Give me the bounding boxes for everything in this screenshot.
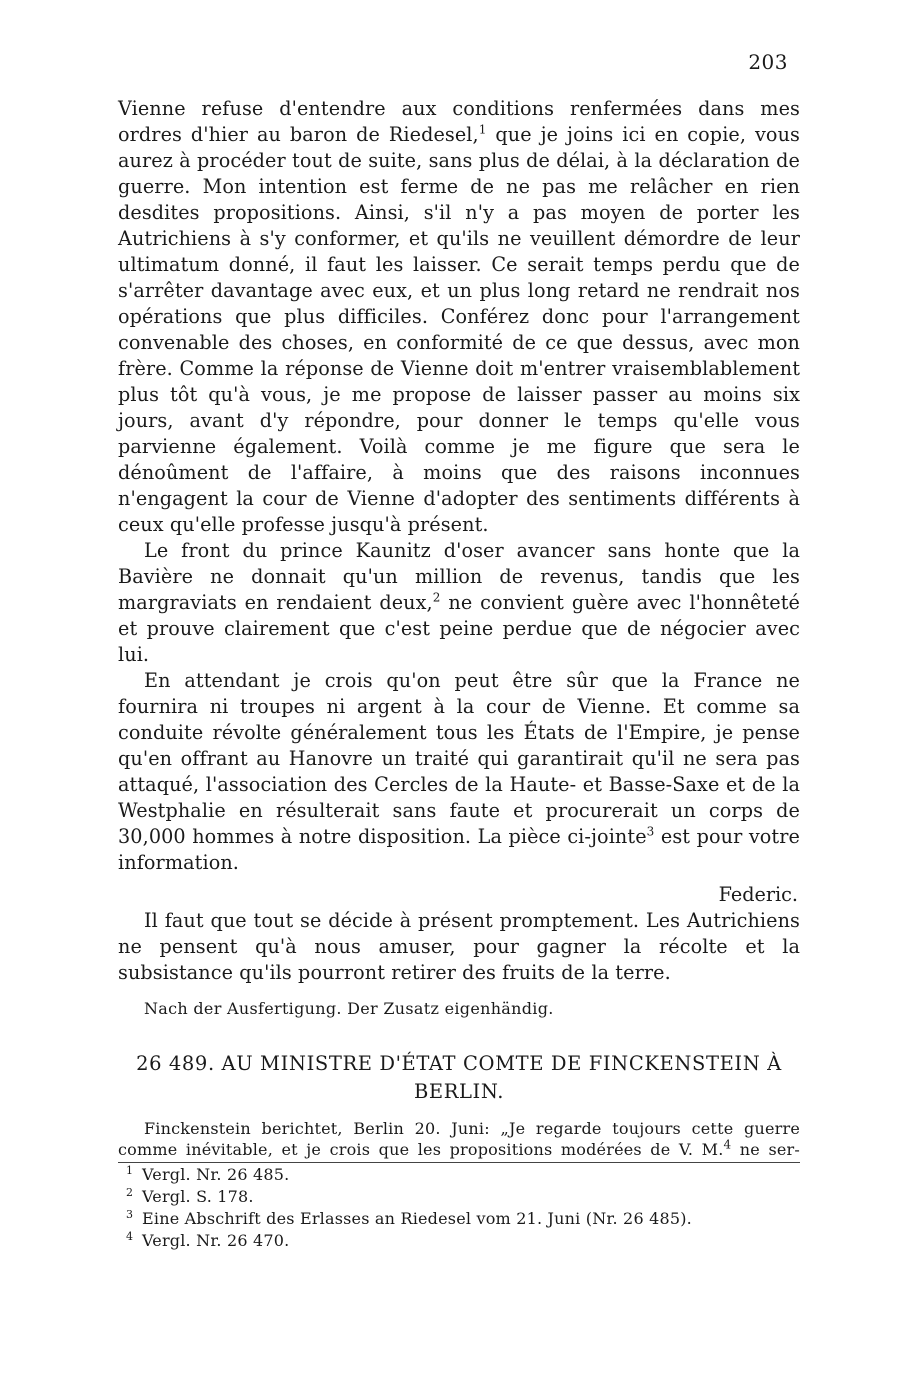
paragraph-2: [118, 538, 800, 668]
paragraph-1-text: Vienne refuse d'entendre aux conditions renfermées dans mes ordres d'hier au baron de Riedesel,: [118, 97, 800, 146]
footnote-divider: [118, 1162, 800, 1163]
summary-text-end: ne ser-: [731, 1140, 800, 1159]
footnote-text: Vergl. Nr. 26 470.: [142, 1231, 290, 1250]
paragraph-3-text: En attendant je crois qu'on peut être sûr que la France ne fournira ni troupes ni argent à la cour de Vienne. Et comme sa conduite révolte généralement tous les États de l'Empire, je pense qu'en offrant au Hanovre un traité qui garantirait qu'il ne sera pas attaqué, l'association des Cercles de la Haute- et Basse-Saxe et de la Westphalie en résulterait sans faute et procurerait un corps de 30,000 hommes à notre disposition. La pièce ci-jointe: [118, 669, 800, 848]
letter-body: [118, 96, 800, 1252]
paragraph-3-text-cont: est pour votre information.: [118, 825, 800, 874]
footnote-ref-4: 4: [723, 1137, 732, 1152]
footnote-mark: 1: [126, 1164, 134, 1177]
footnote-4: [126, 1230, 800, 1252]
footnote-ref-1: 1: [478, 122, 487, 137]
postscript: Il faut que tout se décide à présent promptement. Les Autrichiens ne pensent qu'à nous amuser, pour gagner la récolte et la subsistance qu'ils pourront retirer des fruits de la terre.: [118, 909, 800, 984]
page-number: 203: [748, 50, 788, 74]
document-heading: 26 489. AU MINISTRE D'ÉTAT COMTE DE FINCKENSTEIN À BERLIN.: [136, 1052, 782, 1103]
footnote-mark: 4: [126, 1230, 134, 1243]
footnote-ref-3: 3: [646, 824, 655, 839]
paragraph-2-text: Le front du prince Kaunitz d'oser avancer sans honte que la Bavière ne donnait qu'un million de revenus, tandis que les margraviats en rendaient deux,: [118, 539, 800, 614]
footnote-text: Vergl. Nr. 26 485.: [142, 1165, 290, 1184]
source-note: Nach der Ausfertigung. Der Zusatz eigenhändig.: [144, 999, 554, 1018]
footnote-ref-2: 2: [432, 590, 441, 605]
footnote-2: [126, 1186, 800, 1208]
footnote-3: [126, 1208, 800, 1230]
paragraph-1-text-cont: que je joins ici en copie, vous aurez à procéder tout de suite, sans plus de délai, à la déclaration de guerre. Mon intention est ferme de ne pas me relâcher en rien desdites propositions. Ainsi, s'il n'y a pas moyen de porter les Autrichiens à s'y conformer, et qu'ils ne veuillent démordre de leur ultimatum donné, il faut les laisser. Ce serait temps perdu que de s'arrêter davantage avec eux, et un plus long retard ne rendrait nos opérations que plus difficiles. Conférez donc pour l'arrangement convenable des choses, en conformité de ce que dessus, avec mon frère. Comme la réponse de Vienne doit m'entrer vraisemblablement plus tôt qu'à vous, je me propose de laisser passer au moins six jours, avant d'y répondre, pour donner le temps qu'elle vous parvienne également. Voilà comme je me figure que sera le dénoûment de l'affaire, à moins que des raisons inconnues n'engagent la cour de Vienne d'adopter des sentiments différents à ceux qu'elle professe jusqu'à présent.: [118, 123, 800, 536]
footnote-mark: 2: [126, 1186, 134, 1199]
footnote-mark: 3: [126, 1208, 134, 1221]
footnote-text: Vergl. S. 178.: [142, 1187, 254, 1206]
paragraph-1: [118, 96, 800, 538]
summary-text: [118, 1118, 800, 1160]
paragraph-2-text-cont: ne convient guère avec l'honnêteté et prouve clairement que c'est peine perdue que de négocier avec lui.: [118, 591, 800, 666]
signature: Federic.: [718, 883, 798, 906]
summary-text-start: Finckenstein berichtet, Berlin 20. Juni: „Je regarde toujours cette guerre comme inévitable, et je crois que les propositions modérées de V. M.: [118, 1119, 800, 1159]
paragraph-3: [118, 668, 800, 876]
footnote-1: [126, 1164, 800, 1186]
footnotes: [126, 1164, 800, 1252]
footnote-text: Eine Abschrift des Erlasses an Riedesel vom 21. Juni (Nr. 26 485).: [142, 1209, 692, 1228]
